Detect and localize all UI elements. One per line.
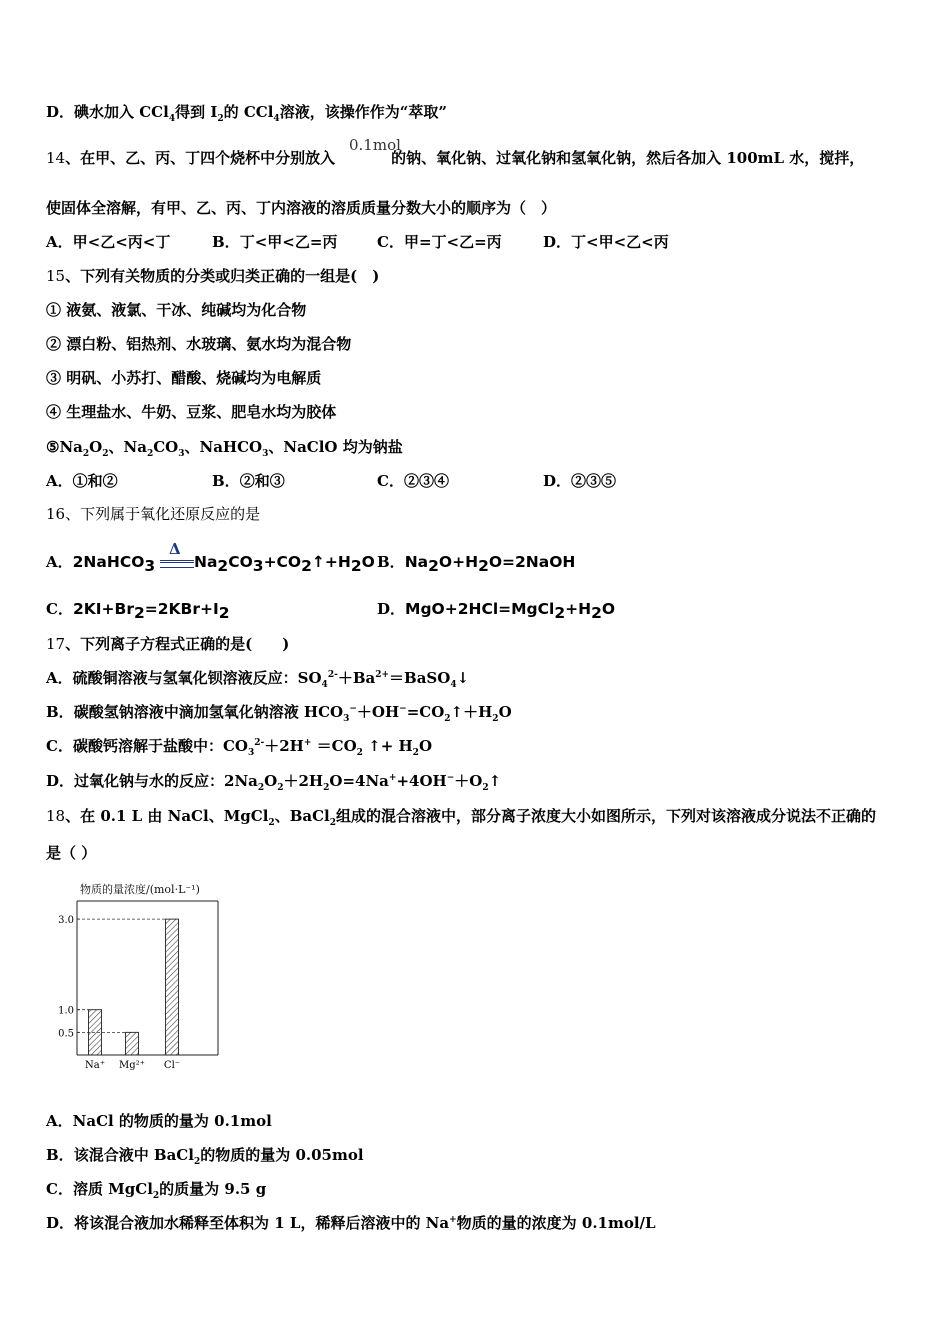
question-text: 、下列有关物质的分类或归类正确的一组是( )	[65, 267, 380, 285]
q14-amount: 0.1mol	[349, 136, 401, 154]
chart-title: 物质的量浓度/(mol·L⁻¹)	[80, 883, 200, 896]
option-label: D．	[46, 772, 75, 790]
superscript: +	[303, 738, 312, 748]
option-text: 丁<甲<乙=丙	[239, 233, 338, 251]
y-tick-label: 0.5	[58, 1028, 74, 1040]
subscript: 2	[412, 748, 419, 758]
bar	[166, 919, 179, 1055]
option-text: NaCl 的物质的量为 0.1mol	[72, 1112, 272, 1130]
q15-item-4: ④ 生理盐水、牛奶、豆浆、肥皂水均为胶体	[46, 403, 337, 421]
subscript: 2	[350, 557, 362, 575]
option-text: ＋O	[454, 772, 483, 790]
formula-text: 2NaHCO	[72, 553, 145, 571]
superscript: 2-	[254, 738, 265, 748]
subscript: 2	[193, 1157, 201, 1167]
option-label: A．	[46, 553, 73, 571]
subscript: 2	[323, 783, 330, 793]
q14-option-c[interactable]	[377, 232, 502, 252]
option-label: C．	[377, 233, 404, 251]
q15-option-d[interactable]	[543, 471, 616, 491]
subscript: 3	[262, 449, 269, 459]
chart-bars	[89, 919, 179, 1055]
q16-stem	[46, 504, 260, 524]
question-text: 、在甲、乙、丙、丁四个烧杯中分别放入	[65, 149, 336, 167]
bar	[89, 1010, 102, 1055]
option-label: B．	[46, 1146, 74, 1164]
subscript: 2	[277, 783, 284, 793]
category-label: Mg²⁺	[119, 1060, 145, 1071]
option-text: ＝BaSO	[389, 669, 451, 687]
y-tick-label: 1.0	[58, 1005, 74, 1017]
formula-text: O	[361, 553, 375, 571]
q17-stem	[46, 634, 289, 654]
option-label: D．	[377, 600, 406, 618]
option-label: A．	[46, 1112, 73, 1130]
superscript: −	[446, 773, 455, 783]
option-label: C．	[46, 600, 73, 618]
subscript: 2	[133, 604, 145, 622]
formula-text: Na	[404, 553, 429, 571]
subscript: 2	[482, 783, 489, 793]
item-text: O	[89, 438, 103, 456]
option-text: 碳酸钙溶解于盐酸中：CO	[72, 737, 248, 755]
option-text: 过氧化钠与水的反应：2Na	[74, 772, 258, 790]
option-text: 丁<甲<乙<丙	[571, 233, 669, 251]
subscript: 3	[252, 557, 264, 575]
option-label: B．	[212, 472, 240, 490]
superscript: 2+	[375, 670, 390, 680]
option-text: ＋2H	[283, 772, 324, 790]
option-label: B．	[46, 703, 74, 721]
subscript: 2	[492, 714, 499, 724]
q18-stem-line2: 是（ ）	[46, 844, 97, 862]
superscript: +	[449, 1215, 457, 1225]
option-label: C．	[46, 737, 73, 755]
question-text: 、下列离子方程式正确的是( )	[65, 635, 290, 653]
option-text: ＋Ba	[337, 669, 376, 687]
option-label: D．	[46, 103, 75, 121]
option-text: ＋OH	[356, 703, 400, 721]
category-label: Cl⁻	[163, 1060, 181, 1071]
q18-option-a[interactable]	[46, 1111, 272, 1131]
option-text: ↑	[488, 772, 502, 790]
option-text: ↓	[456, 669, 470, 687]
question-number: 17	[46, 635, 66, 653]
q18-option-b[interactable]	[46, 1145, 364, 1165]
ion-concentration-chart	[50, 875, 230, 1075]
q14-option-b[interactable]	[212, 232, 337, 252]
q17-option-a[interactable]	[46, 668, 469, 688]
q17-option-c[interactable]	[46, 736, 432, 756]
q14-stem-line2: 使固体全溶解，有甲、乙、丙、丁内溶液的溶质质量分数大小的顺序为（ ）	[46, 199, 557, 217]
q15-item-1: ① 液氨、液氯、干冰、纯碱均为化合物	[46, 301, 307, 319]
q16-option-c[interactable]	[46, 599, 230, 622]
question-text: 、下列属于氧化还原反应的是	[65, 505, 261, 523]
heat-reaction-arrow	[160, 540, 194, 573]
delta-icon: Δ	[168, 540, 181, 558]
option-text: ＋2H	[264, 737, 304, 755]
superscript: −	[399, 704, 407, 714]
option-text: ②和③	[239, 472, 285, 490]
option-text: +4OH	[396, 772, 447, 790]
q13-option-d	[46, 102, 447, 122]
q17-option-d[interactable]	[46, 771, 501, 791]
question-number: 16	[46, 505, 66, 523]
subscript: 4	[450, 680, 457, 690]
q18-option-c[interactable]	[46, 1179, 266, 1199]
question-text: 组成的混合溶液中，部分离子浓度大小如图所示，下列对该溶液成分说法不正确的	[336, 807, 877, 825]
option-text: 溶液，该操作作为“萃取”	[279, 103, 447, 121]
question-text: 、在 0.1 L 由 NaCl、MgCl	[65, 807, 269, 825]
option-label: C．	[46, 1180, 73, 1198]
option-text: 的 CCl	[223, 103, 274, 121]
superscript: 2-	[327, 670, 338, 680]
subscript: 2	[356, 748, 363, 758]
q18-option-d[interactable]	[46, 1213, 656, 1233]
option-label: B．	[212, 233, 240, 251]
option-label: D．	[543, 472, 572, 490]
option-text: ①和②	[72, 472, 118, 490]
subscript: 2	[102, 449, 109, 459]
option-label: D．	[46, 1214, 75, 1232]
q15-item-5	[46, 437, 403, 457]
item-text: 、Na	[108, 438, 147, 456]
superscript: +	[388, 773, 397, 783]
subscript: 2	[444, 714, 451, 724]
subscript: 4	[168, 114, 176, 124]
subscript: 2	[146, 449, 154, 459]
option-text: 该混合液中 BaCl	[73, 1146, 194, 1164]
option-text: 碘水加入 CCl	[74, 103, 169, 121]
subscript: 4	[273, 114, 280, 124]
subscript: 2	[329, 818, 336, 828]
formula-text: +H	[565, 600, 592, 618]
item-text: ⑤Na	[46, 438, 83, 456]
q15-stem	[46, 266, 379, 286]
option-text: 的质量为 9.5 g	[159, 1180, 267, 1198]
q15-option-a[interactable]	[46, 471, 118, 491]
option-text: 物质的量的浓度为 0.1mol/L	[456, 1214, 656, 1232]
subscript: 2	[554, 604, 566, 622]
formula-text: O=2NaOH	[488, 553, 576, 571]
subscript: 2	[217, 114, 224, 124]
option-text: 硫酸铜溶液与氢氧化钡溶液反应：SO	[72, 669, 322, 687]
option-text: =CO	[406, 703, 445, 721]
formula-text: O	[601, 600, 616, 618]
q14-option-d[interactable]	[543, 232, 669, 252]
option-text: O	[498, 703, 512, 721]
q15-option-b[interactable]	[212, 471, 285, 491]
option-text: 甲<乙<丙<丁	[72, 233, 171, 251]
item-text: CO	[153, 438, 179, 456]
option-label: A．	[46, 472, 73, 490]
subscript: 2	[152, 1191, 160, 1201]
subscript: 2	[268, 818, 275, 828]
q18-stem	[46, 806, 876, 826]
option-text: ＝CO	[311, 737, 357, 755]
question-number: 14	[46, 149, 66, 167]
chart-category-labels	[85, 1060, 180, 1071]
option-label: A．	[46, 233, 73, 251]
subscript: 3	[343, 714, 350, 724]
superscript: −	[349, 704, 357, 714]
equals-sign	[160, 560, 194, 568]
option-text: 甲=丁<乙=丙	[403, 233, 502, 251]
option-text: O	[418, 737, 433, 755]
formula-text: Na	[193, 553, 218, 571]
subscript: 2	[217, 557, 229, 575]
option-text: O=4Na	[329, 772, 389, 790]
option-text: 碳酸氢钠溶液中滴加氢氧化钠溶液 HCO	[73, 703, 344, 721]
item-text: 、NaHCO	[184, 438, 263, 456]
option-label: D．	[543, 233, 572, 251]
subscript: 2	[428, 557, 439, 575]
formula-text: O+H	[438, 553, 479, 571]
formula-text: CO	[228, 553, 253, 571]
question-number: 18	[46, 807, 66, 825]
item-text: 、NaClO 均为钠盐	[268, 438, 403, 456]
subscript: 2	[301, 557, 312, 575]
q14-stem	[46, 148, 864, 168]
option-text: 的物质的量为 0.05mol	[200, 1146, 364, 1164]
subscript: 2	[478, 557, 489, 575]
q15-item-3: ③ 明矾、小苏打、醋酸、烧碱均为电解质	[46, 369, 322, 387]
question-text: 、BaCl	[274, 807, 330, 825]
subscript: 2	[82, 449, 90, 459]
q17-option-b[interactable]	[46, 702, 512, 722]
formula-text: 2KI+Br	[72, 600, 134, 618]
option-text: ↑＋H	[450, 703, 493, 721]
option-text: ↑+ H	[362, 737, 413, 755]
option-text: ②③④	[403, 472, 449, 490]
option-text: 得到 I	[175, 103, 218, 121]
question-number: 15	[46, 267, 66, 285]
option-text: 溶质 MgCl	[72, 1180, 153, 1198]
option-label: B．	[377, 553, 405, 571]
formula-text: MgO+2HCl=MgCl	[405, 600, 555, 618]
subscript: 4	[321, 680, 328, 690]
option-label: A．	[46, 669, 73, 687]
option-text: 将该混合液加水稀释至体积为 1 L，稀释后溶液中的 Na	[74, 1214, 450, 1232]
subscript: 2	[218, 604, 230, 622]
subscript: 3	[178, 449, 185, 459]
formula-text: =2KBr+I	[144, 600, 219, 618]
bar	[126, 1032, 139, 1055]
option-text: ②③⑤	[571, 472, 617, 490]
subscript: 2	[257, 783, 265, 793]
question-text: 的钠、氧化钠、过氧化钠和氢氧化钠，然后各加入 100mL 水，搅拌，	[391, 149, 865, 167]
subscript: 2	[591, 604, 602, 622]
q14-option-a[interactable]	[46, 232, 170, 252]
q16-option-d[interactable]	[377, 599, 616, 622]
category-label: Na⁺	[85, 1060, 105, 1071]
q15-item-2: ② 漂白粉、铝热剂、水玻璃、氨水均为混合物	[46, 335, 352, 353]
q15-option-c[interactable]	[377, 471, 449, 491]
q16-option-b[interactable]	[377, 552, 576, 575]
subscript: 3	[247, 748, 255, 758]
formula-text: +CO	[263, 553, 302, 571]
q16-option-a[interactable]	[46, 540, 375, 575]
y-tick-label: 3.0	[58, 915, 74, 927]
option-label: C．	[377, 472, 404, 490]
subscript: 3	[144, 557, 156, 575]
option-text: O	[264, 772, 278, 790]
formula-text: ↑+H	[311, 553, 351, 571]
